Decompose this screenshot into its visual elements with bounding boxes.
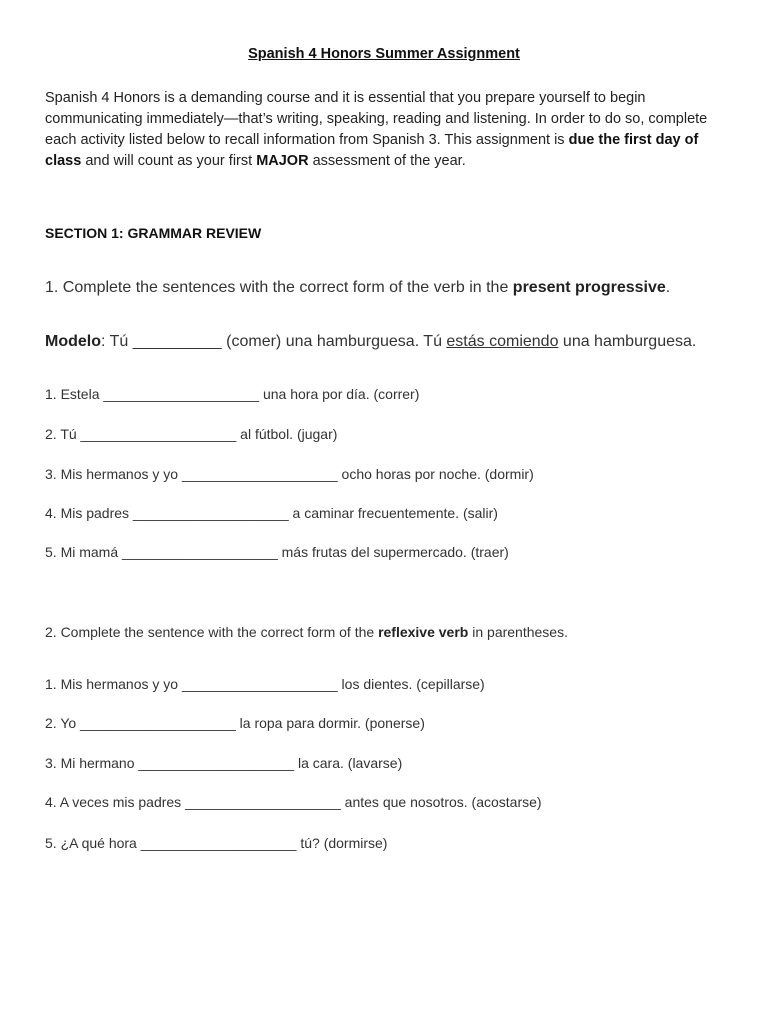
intro-text-1: Spanish 4 Honors is a demanding course and it is essential that you prepare yourself to begin communicating immediately—that’s writing, speaking, reading and listening. In order to do so, complete each activity listed below to recall information from Spanish 3. This assignment is	[45, 90, 708, 148]
exercise-1-item: 1. Estela ____________________ una hora por día. (correr)	[45, 386, 420, 402]
intro-text-2: and will count as your first	[81, 153, 257, 169]
exercise-2-instruction-bold: reflexive verb	[378, 624, 469, 640]
exercise-1-instruction	[45, 279, 670, 297]
model-text: : Tú __________ (comer) una hamburguesa. Tú	[101, 333, 447, 350]
intro-due-date: due the first day of class	[45, 132, 699, 169]
exercise-1-instruction-bold: present progressive	[512, 279, 666, 296]
exercise-2-instruction-end: in parentheses.	[468, 624, 568, 640]
model-sentence	[45, 333, 696, 351]
exercise-1-instruction-text: 1. Complete the sentences with the correct form of the verb in the	[45, 279, 513, 296]
exercise-1-item: 3. Mis hermanos y yo ____________________ ocho horas por noche. (dormir)	[45, 466, 534, 482]
exercise-2-instruction	[45, 624, 568, 640]
exercise-1-item: 2. Tú ____________________ al fútbol. (jugar)	[45, 426, 338, 442]
intro-paragraph	[45, 88, 735, 172]
model-answer: estás comiendo	[446, 333, 559, 350]
section-heading: SECTION 1: GRAMMAR REVIEW	[45, 225, 262, 241]
exercise-2-item: 4. A veces mis padres ____________________ antes que nosotros. (acostarse)	[45, 794, 542, 810]
exercise-2-item: 2. Yo ____________________ la ropa para dormir. (ponerse)	[45, 715, 425, 731]
intro-major: MAJOR	[256, 153, 309, 169]
page-title: Spanish 4 Honors Summer Assignment	[248, 46, 520, 62]
exercise-2-item: 3. Mi hermano ____________________ la cara. (lavarse)	[45, 755, 403, 771]
model-end: una hamburguesa.	[558, 333, 697, 350]
exercise-1-item: 4. Mis padres ____________________ a caminar frecuentemente. (salir)	[45, 505, 498, 521]
exercise-2-instruction-text: 2. Complete the sentence with the correct form of the	[45, 624, 379, 640]
exercise-1-instruction-end: .	[665, 279, 671, 296]
intro-text-3: assessment of the year.	[308, 153, 466, 169]
exercise-1-item: 5. Mi mamá ____________________ más frutas del supermercado. (traer)	[45, 544, 509, 560]
model-label: Modelo	[45, 333, 101, 350]
exercise-2-item: 1. Mis hermanos y yo ____________________ los dientes. (cepillarse)	[45, 676, 485, 692]
exercise-2-item: 5. ¿A qué hora ____________________ tú? (dormirse)	[45, 835, 388, 851]
